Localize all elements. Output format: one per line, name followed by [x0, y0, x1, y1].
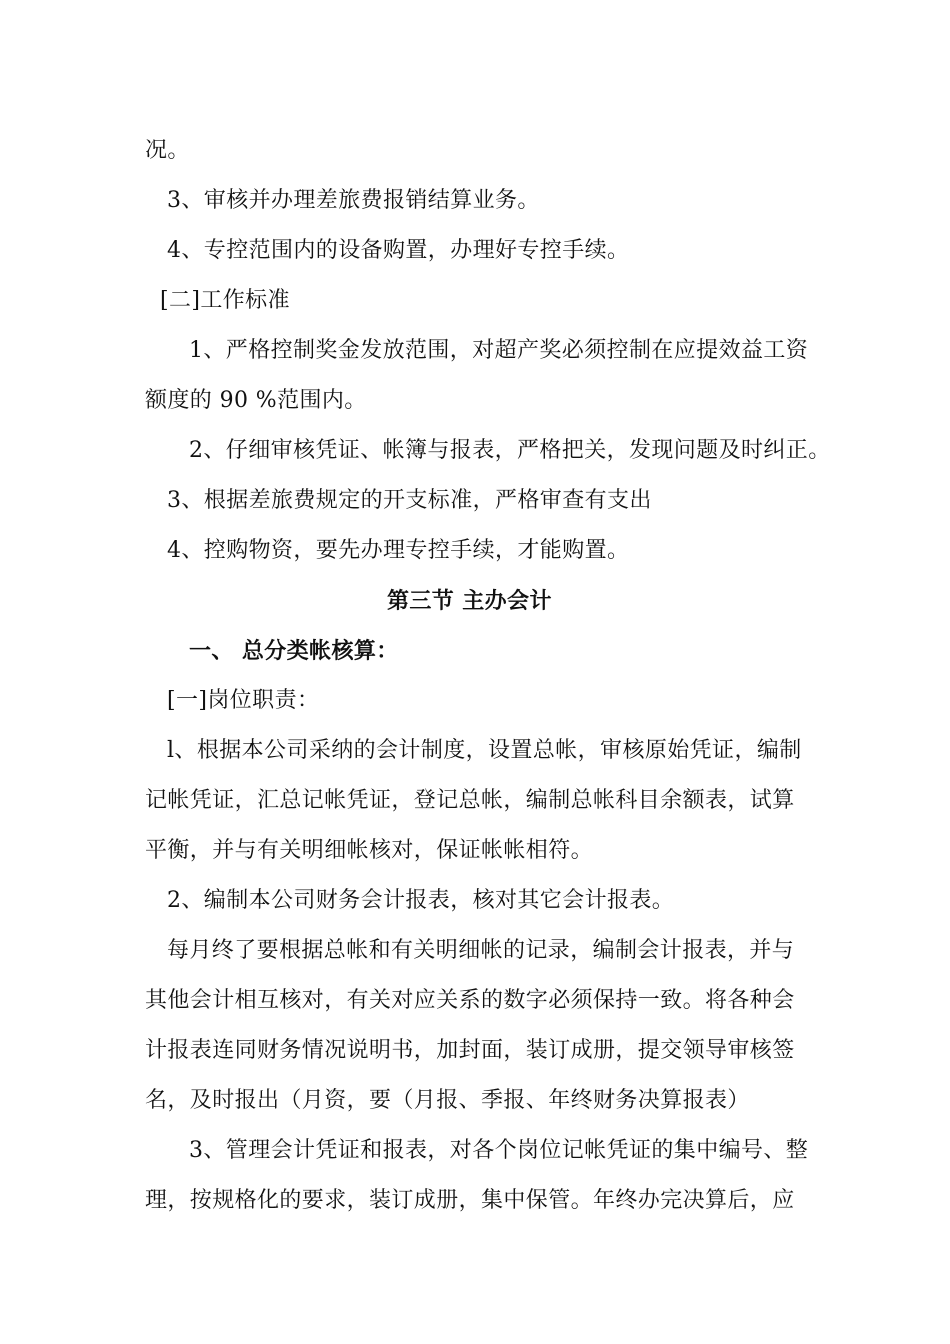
text-line: l、根据本公司采纳的会计制度，设置总帐，审核原始凭证，编制	[167, 738, 802, 763]
text-line: 每月终了要根据总帐和有关明细帐的记录，编制会计报表，并与	[167, 938, 795, 963]
text-line: 理，按规格化的要求，装订成册，集中保管。年终办完决算后，应	[145, 1188, 795, 1213]
text-line: 4、专控范围内的设备购置，办理好专控手续。	[167, 238, 630, 263]
text-line: 4、控购物资，要先办理专控手续，才能购置。	[167, 538, 630, 563]
text-line: 1、严格控制奖金发放范围，对超产奖必须控制在应提效益工资	[189, 338, 809, 363]
text-line: 3、审核并办理差旅费报销结算业务。	[167, 188, 540, 213]
subsection-heading: [一]岗位职责：	[167, 688, 320, 713]
text-line: 计报表连同财务情况说明书，加封面，装订成册，提交领导审核签	[145, 1038, 795, 1063]
text-line: 2、编制本公司财务会计报表，核对其它会计报表。	[167, 888, 675, 913]
subsection-heading: [二]工作标准	[160, 288, 290, 313]
text-line: 况。	[145, 138, 190, 163]
text-line: 3、根据差旅费规定的开支标准，严格审查有支出	[167, 488, 652, 513]
text-line: 平衡，并与有关明细帐核对，保证帐帐相符。	[145, 838, 594, 863]
section-heading: 一、 总分类帐核算：	[189, 638, 399, 664]
text-line: 额度的 90 %范围内。	[145, 388, 367, 413]
text-line: 记帐凭证，汇总记帐凭证，登记总帐，编制总帐科目余额表，试算	[145, 788, 795, 813]
text-line: 3、管理会计凭证和报表，对各个岗位记帐凭证的集中编号、整	[189, 1138, 809, 1163]
text-line: 2、仔细审核凭证、帐簿与报表，严格把关，发现问题及时纠正。	[189, 438, 831, 463]
text-line: 其他会计相互核对，有关对应关系的数字必须保持一致。将各种会	[145, 988, 795, 1013]
text-line: 名，及时报出（月资，要（月报、季报、年终财务决算报表）	[145, 1088, 750, 1113]
section-title: 第三节 主办会计	[387, 588, 552, 614]
